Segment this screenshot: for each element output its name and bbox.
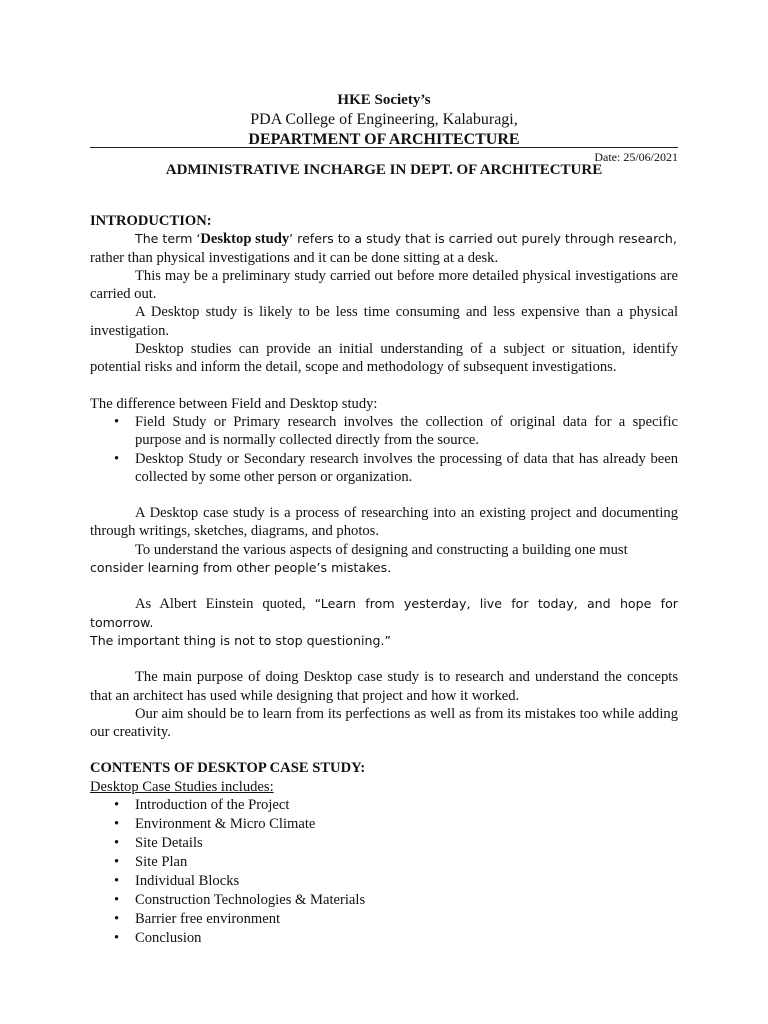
document-title: ADMINISTRATIVE INCHARGE IN DEPT. OF ARCHITECTURE	[165, 162, 603, 178]
intro-paragraph-2: This may be a preliminary study carried out before more detailed physical investigations are carried out.	[90, 267, 678, 303]
contents-list	[90, 796, 678, 948]
einstein-quote: As Albert Einstein quoted, “Learn from yesterday, live for today, and hope for tomorrow. The important thing is not to stop questioning.”	[90, 596, 678, 648]
list-item: • Construction Technologies & Materials	[114, 892, 366, 909]
case-paragraph-4: Our aim should be to learn from its perfections as well as from its mistakes too while adding our creativity.	[90, 705, 678, 741]
list-item: • Individual Blocks	[114, 873, 240, 890]
list-item: • Introduction of the Project	[114, 797, 290, 814]
list-item: • Environment & Micro Climate	[114, 816, 316, 833]
document-body	[90, 212, 678, 948]
department-name: DEPARTMENT OF ARCHITECTURE	[248, 131, 520, 148]
list-item: • Barrier free environment	[114, 911, 281, 928]
header-divider	[90, 147, 678, 148]
document-date: Date: 25/06/2021	[594, 150, 678, 164]
difference-heading: The difference between Field and Desktop study:	[90, 395, 378, 412]
intro-heading: INTRODUCTION:	[90, 213, 212, 229]
list-item: • Desktop Study or Secondary research involves the processing of data that has already been collected by some other person or organization.	[114, 450, 678, 485]
contents-subheading: Desktop Case Studies includes:	[90, 778, 274, 795]
difference-list	[90, 413, 678, 486]
intro-paragraph-4: Desktop studies can provide an initial understanding of a subject or situation, identify potential risks and inform the detail, scope and methodology of subsequent investigations.	[90, 341, 678, 376]
letterhead	[90, 90, 678, 150]
case-paragraph-1: A Desktop case study is a process of researching into an existing project and documenting through writings, sketches, diagrams, and photos.	[90, 505, 678, 540]
intro-paragraph-1: The term ‘Desktop study’ refers to a study that is carried out purely through research, rather than physical investigations and it can be done sitting at a desk.	[90, 231, 677, 266]
contents-heading: CONTENTS OF DESKTOP CASE STUDY:	[90, 760, 366, 777]
case-paragraph-2: To understand the various aspects of designing and constructing a building one must consider learning from other people’s mistakes.	[90, 541, 628, 576]
society-name: HKE Society’s	[337, 92, 431, 108]
college-name: PDA College of Engineering, Kalaburagi,	[250, 111, 518, 128]
list-item: • Site Plan	[114, 854, 188, 871]
case-paragraph-3: The main purpose of doing Desktop case study is to research and understand the concepts that an architect has used while designing that project and how it worked.	[90, 669, 678, 704]
list-item: • Conclusion	[114, 930, 202, 947]
intro-paragraph-3: A Desktop study is likely to be less time consuming and less expensive than a physical investigation.	[90, 304, 678, 339]
list-item: • Site Details	[114, 835, 203, 852]
list-item: • Field Study or Primary research involves the collection of original data for a specific purpose and is normally collected directly from the source.	[114, 413, 678, 449]
